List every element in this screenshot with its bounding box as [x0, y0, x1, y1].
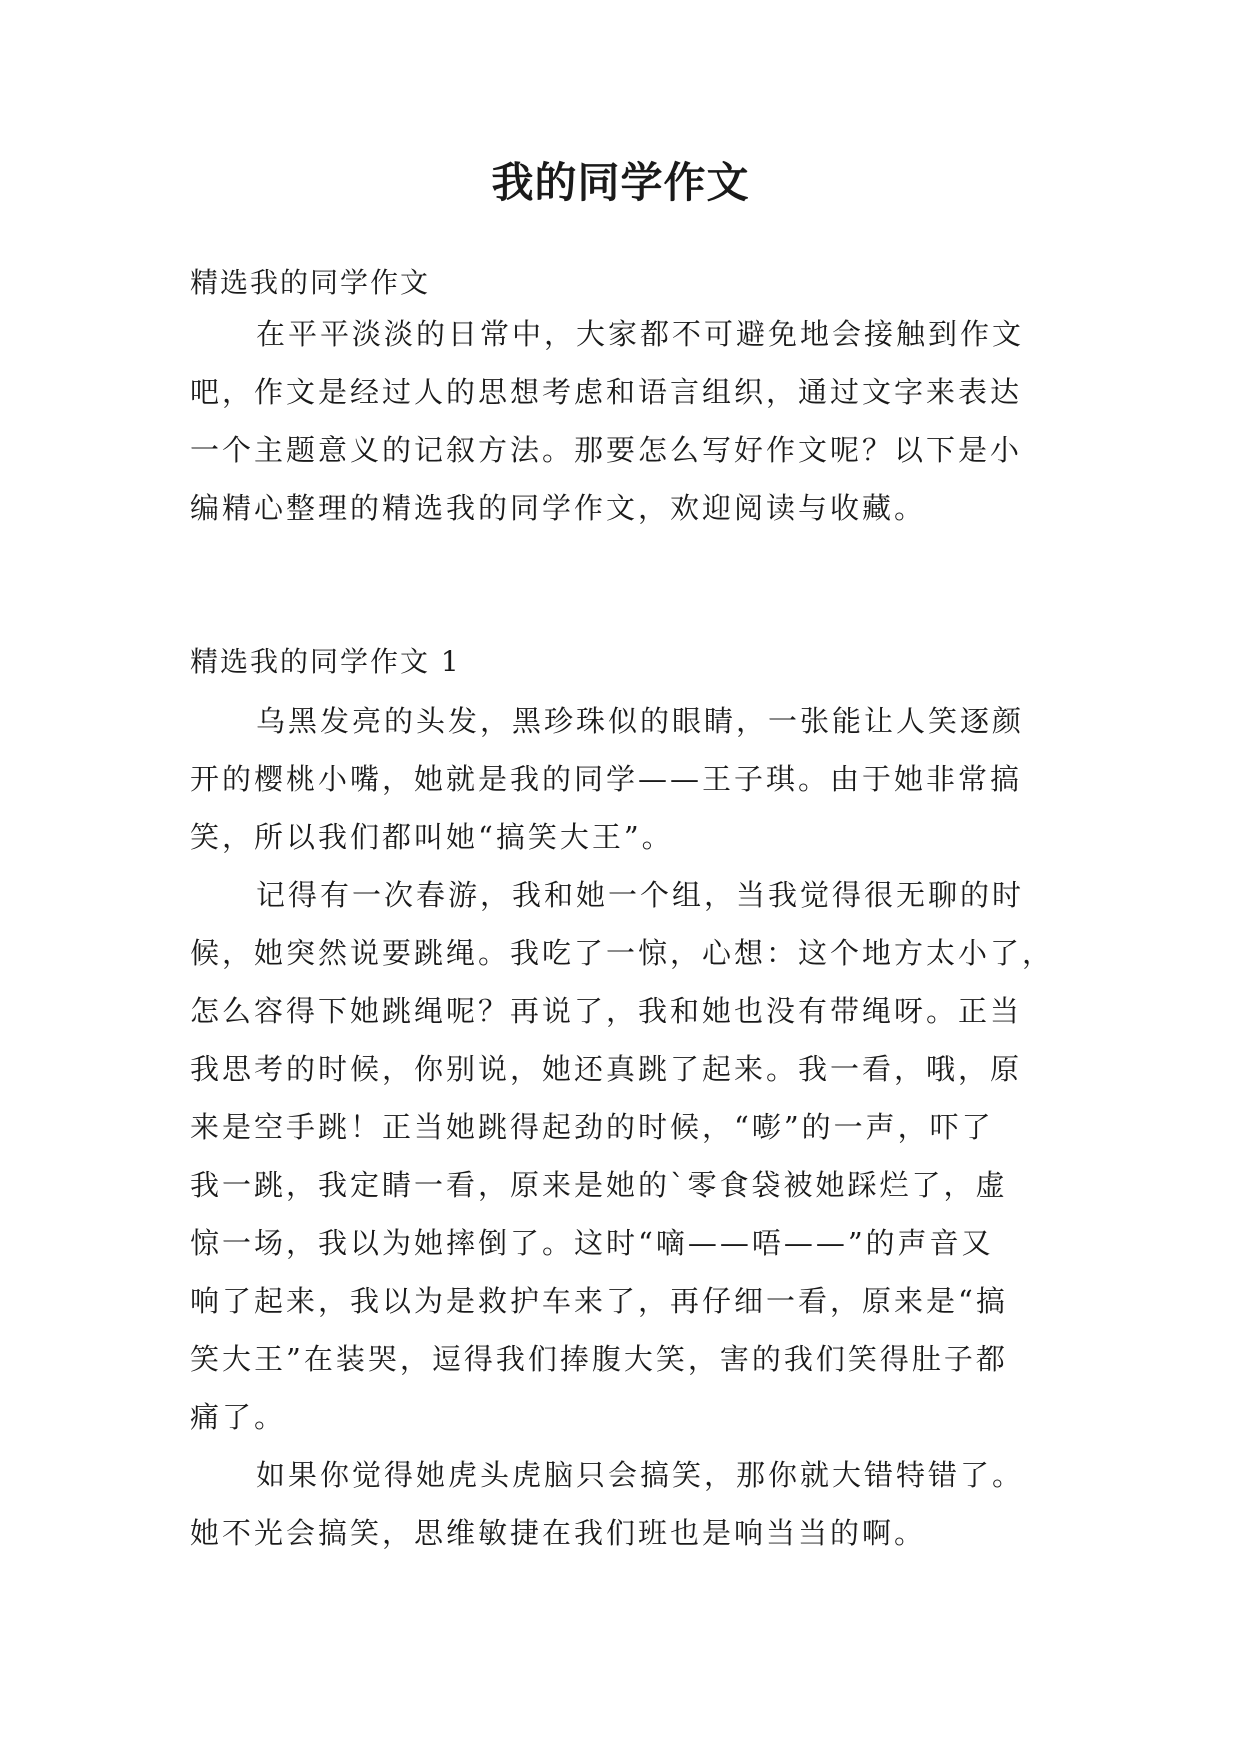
text-line: 在平平淡淡的日常中，大家都不可避免地会接触到作文: [256, 317, 1025, 351]
essay-paragraph-1: [190, 692, 1060, 866]
intro-paragraph: [190, 305, 1060, 537]
text-line: 响了起来，我以为是救护车来了，再仔细一看，原来是“搞: [190, 1284, 1008, 1318]
intro-heading: 精选我的同学作文: [190, 266, 431, 299]
page-title: 我的同学作文: [491, 158, 750, 207]
text-line: 候，她突然说要跳绳。我吃了一惊，心想：这个地方太小了，: [190, 936, 1055, 970]
text-line: 我思考的时候，你别说，她还真跳了起来。我一看，哦，原: [190, 1052, 1023, 1086]
essay-heading: 精选我的同学作文 1: [190, 645, 461, 678]
text-line: 开的樱桃小嘴，她就是我的同学——王子琪。由于她非常搞: [190, 762, 1023, 796]
essay-paragraph-2: [190, 866, 1060, 1446]
text-line: 来是空手跳！正当她跳得起劲的时候，“嘭”的一声，吓了: [190, 1110, 994, 1144]
text-line: 编精心整理的精选我的同学作文，欢迎阅读与收藏。: [190, 491, 927, 525]
text-line: 笑大王”在装哭，逗得我们捧腹大笑，害的我们笑得肚子都: [190, 1342, 1008, 1376]
text-line: 惊一场，我以为她摔倒了。这时“嘀——唔——”的声音又: [190, 1226, 994, 1260]
text-line: 痛了。: [190, 1400, 287, 1434]
text-line: 如果你觉得她虎头虎脑只会搞笑，那你就大错特错了。: [256, 1458, 1025, 1492]
text-line: 她不光会搞笑，思维敏捷在我们班也是响当当的啊。: [190, 1516, 927, 1550]
text-line: 怎么容得下她跳绳呢？再说了，我和她也没有带绳呀。正当: [190, 994, 1023, 1028]
text-line: 乌黑发亮的头发，黑珍珠似的眼睛，一张能让人笑逐颜: [256, 704, 1025, 738]
text-line: 我一跳，我定睛一看，原来是她的`零食袋被她踩烂了，虚: [190, 1168, 1008, 1202]
text-line: 笑，所以我们都叫她“搞笑大王”。: [190, 820, 674, 854]
essay-paragraph-3: [190, 1446, 1060, 1562]
text-line: 吧，作文是经过人的思想考虑和语言组织，通过文字来表达: [190, 375, 1023, 409]
text-line: 一个主题意义的记叙方法。那要怎么写好作文呢？以下是小: [190, 433, 1023, 467]
text-line: 记得有一次春游，我和她一个组，当我觉得很无聊的时: [256, 878, 1025, 912]
